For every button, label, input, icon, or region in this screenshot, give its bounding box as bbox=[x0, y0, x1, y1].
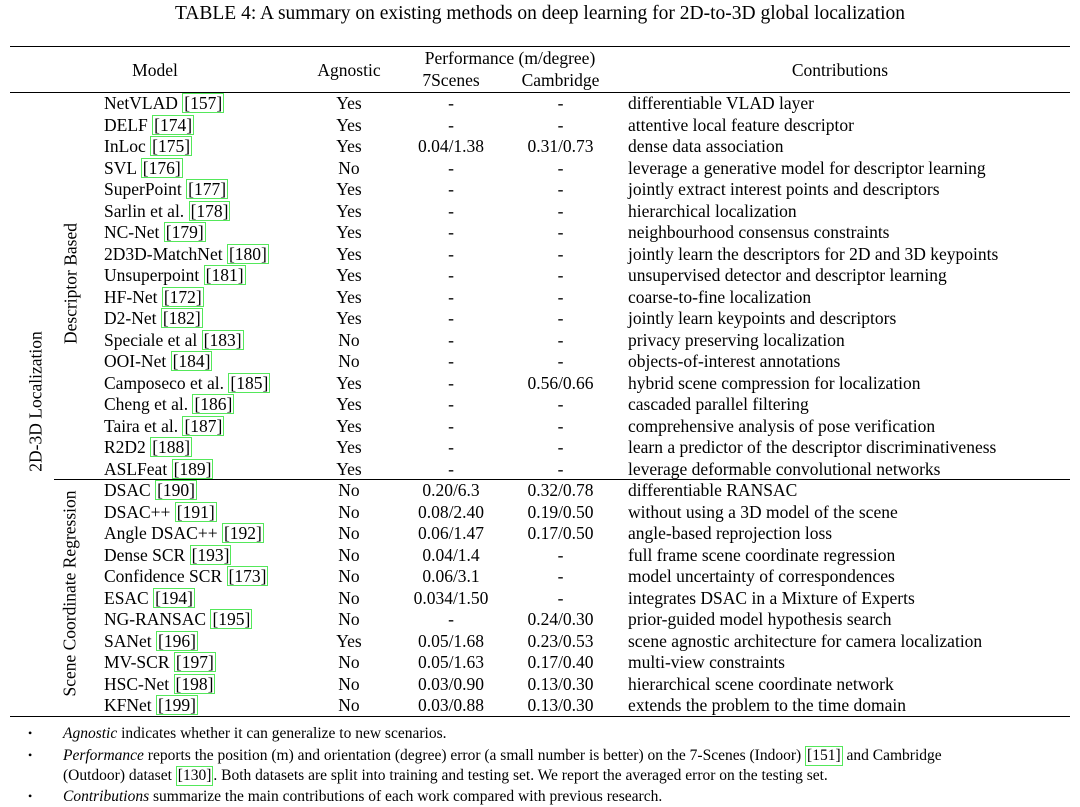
note-text: reports the position (m) and orientation (degree) error (a small number is better) on the 7-Scenes (Indoor) bbox=[143, 747, 806, 764]
model-name: OOI-Net bbox=[104, 351, 167, 371]
agnostic-cell: No bbox=[338, 351, 360, 371]
agnostic-cell: Yes bbox=[336, 372, 362, 393]
sevenscenes-cell: - bbox=[448, 372, 454, 393]
model-name: HF-Net bbox=[104, 286, 158, 307]
table-row bbox=[0, 674, 1080, 696]
model-cell bbox=[104, 115, 194, 137]
sevenscenes-cell: 0.06/1.47 bbox=[417, 523, 485, 543]
agnostic-cell: Yes bbox=[336, 630, 362, 651]
sevenscenes-cell: 0.04/1.4 bbox=[422, 544, 480, 565]
citation-link[interactable]: [185] bbox=[230, 372, 269, 393]
contribution-cell: without using a 3D model of the scene bbox=[628, 501, 898, 522]
citation-link[interactable]: [194] bbox=[155, 587, 194, 608]
header-7scenes: 7Scenes bbox=[422, 70, 480, 90]
model-name: ESAC bbox=[104, 587, 149, 608]
cambridge-cell: - bbox=[557, 308, 564, 328]
agnostic-cell: Yes bbox=[336, 243, 362, 264]
sevenscenes-cell: - bbox=[448, 437, 454, 457]
model-cell bbox=[104, 201, 230, 223]
sevenscenes-cell: - bbox=[448, 286, 454, 307]
cambridge-cell: 0.19/0.50 bbox=[527, 501, 594, 522]
citation-link[interactable]: [174] bbox=[154, 114, 193, 135]
table-row bbox=[0, 652, 1080, 674]
agnostic-cell: No bbox=[338, 480, 360, 500]
agnostic-cell: Yes bbox=[336, 286, 362, 307]
agnostic-cell: Yes bbox=[336, 265, 362, 285]
model-cell bbox=[104, 416, 224, 438]
table-row bbox=[0, 201, 1080, 223]
citation-link[interactable]: [195] bbox=[212, 609, 251, 629]
table-row bbox=[0, 631, 1080, 653]
contribution-cell: unsupervised detector and descriptor learning bbox=[628, 265, 947, 285]
cambridge-cell: - bbox=[557, 200, 564, 221]
agnostic-cell: Yes bbox=[336, 437, 362, 457]
cambridge-cell: - bbox=[557, 179, 564, 199]
model-name: Speciale et al bbox=[104, 329, 198, 350]
contribution-cell: full frame scene coordinate regression bbox=[628, 544, 896, 565]
citation-link[interactable]: [193] bbox=[191, 544, 230, 565]
contribution-cell: attentive local feature descriptor bbox=[628, 114, 854, 135]
cambridge-cell: - bbox=[557, 114, 564, 135]
sevenscenes-cell: - bbox=[448, 157, 454, 178]
citation-link[interactable]: [175] bbox=[152, 136, 191, 156]
model-cell bbox=[104, 459, 213, 481]
table-row bbox=[0, 158, 1080, 180]
table-row bbox=[0, 93, 1080, 115]
sevenscenes-cell: - bbox=[448, 243, 454, 264]
cambridge-cell: - bbox=[557, 415, 564, 436]
sevenscenes-cell: - bbox=[448, 329, 454, 350]
citation-link[interactable]: [190] bbox=[157, 480, 195, 500]
citation-link[interactable]: [183] bbox=[203, 329, 242, 350]
citation-link[interactable]: [177] bbox=[188, 179, 227, 199]
contribution-cell: model uncertainty of correspondences bbox=[628, 566, 895, 586]
citation-link[interactable]: [176] bbox=[142, 157, 181, 178]
model-name: Camposeco et al. bbox=[104, 372, 225, 393]
sevenscenes-cell: - bbox=[448, 179, 454, 199]
cambridge-cell: - bbox=[557, 394, 564, 414]
model-cell bbox=[104, 631, 198, 653]
header-contributions: Contributions bbox=[791, 60, 889, 80]
agnostic-cell: No bbox=[338, 587, 360, 608]
sevenscenes-cell: - bbox=[448, 114, 454, 135]
cambridge-cell: - bbox=[557, 587, 564, 608]
citation-link[interactable]: [172] bbox=[163, 286, 202, 307]
agnostic-cell: No bbox=[338, 329, 360, 350]
model-name: Sarlin et al. bbox=[104, 200, 185, 221]
contribution-cell: privacy preserving localization bbox=[628, 329, 845, 350]
agnostic-cell: No bbox=[338, 157, 360, 178]
model-name: 2D3D-MatchNet bbox=[104, 243, 223, 264]
citation-link[interactable]: [186] bbox=[194, 394, 233, 414]
model-name: SANet bbox=[104, 630, 152, 651]
table-row bbox=[0, 609, 1080, 631]
contribution-cell: dense data association bbox=[628, 136, 784, 156]
model-cell bbox=[104, 287, 204, 309]
sevenscenes-cell: - bbox=[448, 458, 454, 479]
model-cell bbox=[104, 136, 192, 158]
model-name: HSC-Net bbox=[104, 673, 170, 694]
contribution-cell: prior-guided model hypothesis search bbox=[628, 609, 892, 629]
contribution-cell: multi-view constraints bbox=[628, 652, 785, 672]
model-cell bbox=[104, 158, 183, 180]
citation-link[interactable]: [199] bbox=[158, 695, 196, 715]
bullet: • bbox=[28, 726, 33, 740]
top-rule bbox=[10, 46, 1070, 47]
contribution-cell: objects-of-interest annotations bbox=[628, 351, 841, 371]
sevenscenes-cell: - bbox=[448, 415, 454, 436]
sevenscenes-cell: - bbox=[448, 200, 454, 221]
contribution-cell: angle-based reprojection loss bbox=[628, 523, 833, 543]
agnostic-cell: Yes bbox=[336, 136, 362, 156]
model-cell bbox=[104, 566, 268, 588]
agnostic-cell: Yes bbox=[336, 222, 362, 242]
sevenscenes-cell: - bbox=[448, 609, 454, 629]
model-cell bbox=[104, 394, 234, 416]
contribution-cell: hierarchical scene coordinate network bbox=[628, 673, 894, 694]
contribution-cell: differentiable VLAD layer bbox=[628, 93, 814, 113]
cambridge-cell: - bbox=[557, 544, 564, 565]
contribution-cell: jointly learn the descriptors for 2D and 3D keypoints bbox=[628, 243, 999, 264]
table-caption: TABLE 4: A summary on existing methods on deep learning for 2D-to-3D global localization bbox=[174, 3, 906, 24]
table-row bbox=[0, 308, 1080, 330]
citation-link[interactable]: [191] bbox=[176, 501, 215, 522]
model-cell bbox=[104, 545, 231, 567]
sevenscenes-cell: 0.05/1.68 bbox=[417, 630, 485, 651]
sevenscenes-cell: - bbox=[448, 265, 454, 285]
agnostic-cell: Yes bbox=[336, 200, 362, 221]
table-row bbox=[0, 416, 1080, 438]
table-row bbox=[0, 437, 1080, 459]
model-cell bbox=[104, 351, 212, 373]
table-row bbox=[0, 545, 1080, 567]
sevenscenes-cell: 0.08/2.40 bbox=[417, 501, 485, 522]
model-cell bbox=[104, 523, 264, 545]
header-model: Model bbox=[132, 60, 178, 80]
citation-link[interactable]: [179] bbox=[165, 222, 204, 242]
agnostic-cell: No bbox=[338, 695, 360, 715]
cambridge-cell: - bbox=[557, 93, 564, 113]
cambridge-cell: - bbox=[557, 222, 564, 242]
model-cell bbox=[104, 609, 252, 631]
cambridge-cell: - bbox=[557, 265, 564, 285]
agnostic-cell: No bbox=[338, 609, 360, 629]
model-name: ASLFeat bbox=[104, 458, 168, 479]
cambridge-cell: - bbox=[557, 458, 564, 479]
cambridge-cell: - bbox=[557, 329, 564, 350]
note-text: summarize the main contributions of each work compared with previous research. bbox=[149, 788, 663, 805]
model-name: D2-Net bbox=[104, 308, 157, 328]
note-text: . Both datasets are split into training and testing set. We report the averaged error on the testing set. bbox=[213, 767, 828, 784]
contribution-cell: comprehensive analysis of pose verification bbox=[628, 415, 936, 436]
agnostic-cell: No bbox=[338, 566, 360, 586]
header-agnostic: Agnostic bbox=[317, 60, 381, 80]
contribution-cell: extends the problem to the time domain bbox=[628, 695, 906, 715]
agnostic-cell: Yes bbox=[336, 394, 362, 414]
citation-link[interactable]: [157] bbox=[184, 93, 223, 113]
model-name: InLoc bbox=[104, 136, 146, 156]
table-row bbox=[0, 394, 1080, 416]
model-cell bbox=[104, 244, 269, 266]
citation-link[interactable]: [187] bbox=[184, 415, 223, 436]
model-name: SVL bbox=[104, 157, 137, 178]
cambridge-cell: 0.31/0.73 bbox=[527, 136, 594, 156]
table-row bbox=[0, 566, 1080, 588]
citation-link[interactable]: [192] bbox=[223, 523, 262, 543]
note-term: Agnostic bbox=[63, 725, 118, 742]
citation-link[interactable]: [198] bbox=[175, 673, 214, 694]
citation-link[interactable]: [173] bbox=[228, 566, 267, 586]
note-text: and Cambridge bbox=[842, 747, 942, 764]
group-label-2d3d: 2D-3D Localization bbox=[25, 331, 46, 472]
model-name: Cheng et al. bbox=[104, 394, 189, 414]
sevenscenes-cell: - bbox=[448, 308, 454, 328]
citation-link[interactable]: [180] bbox=[228, 243, 267, 264]
note-term: Performance bbox=[63, 747, 144, 764]
note-term: Contributions bbox=[63, 788, 150, 805]
contribution-cell: cascaded parallel filtering bbox=[628, 394, 809, 414]
citation-link[interactable]: [151] bbox=[807, 747, 841, 764]
contribution-cell: hierarchical localization bbox=[628, 200, 797, 221]
contribution-cell: differentiable RANSAC bbox=[628, 480, 798, 500]
model-cell bbox=[104, 179, 228, 201]
agnostic-cell: No bbox=[338, 652, 360, 672]
table-row bbox=[0, 502, 1080, 524]
sevenscenes-cell: 0.06/3.1 bbox=[422, 566, 480, 586]
table-row bbox=[0, 287, 1080, 309]
citation-link[interactable]: [178] bbox=[190, 200, 229, 221]
table-row bbox=[0, 588, 1080, 610]
model-cell bbox=[104, 265, 246, 287]
model-cell bbox=[104, 695, 198, 717]
sevenscenes-cell: - bbox=[448, 394, 454, 414]
header-cambridge: Cambridge bbox=[521, 70, 600, 90]
note-text: indicates whether it can generalize to new scenarios. bbox=[117, 725, 447, 742]
model-name: NG-RANSAC bbox=[104, 609, 207, 629]
citation-link[interactable]: [181] bbox=[205, 265, 244, 285]
agnostic-cell: No bbox=[338, 501, 360, 522]
model-name: Confidence SCR bbox=[104, 566, 223, 586]
model-name: Angle DSAC++ bbox=[104, 523, 218, 543]
citation-link[interactable]: [188] bbox=[152, 437, 191, 457]
sevenscenes-cell: - bbox=[448, 93, 454, 113]
citation-link[interactable]: [184] bbox=[172, 351, 211, 371]
table-row bbox=[0, 330, 1080, 352]
contribution-cell: scene agnostic architecture for camera localization bbox=[628, 630, 983, 651]
cambridge-cell: - bbox=[557, 351, 564, 371]
contribution-cell: coarse-to-fine localization bbox=[628, 286, 812, 307]
model-cell bbox=[104, 588, 195, 610]
model-cell bbox=[104, 330, 244, 352]
sevenscenes-cell: 0.03/0.88 bbox=[417, 695, 485, 715]
sevenscenes-cell: 0.04/1.38 bbox=[417, 136, 485, 156]
table-row bbox=[0, 244, 1080, 266]
contribution-cell: learn a predictor of the descriptor discriminativeness bbox=[628, 437, 997, 457]
model-name: Taira et al. bbox=[104, 415, 179, 436]
cambridge-cell: 0.13/0.30 bbox=[527, 673, 594, 694]
contribution-cell: jointly learn keypoints and descriptors bbox=[628, 308, 897, 328]
contribution-cell: neighbourhood consensus constraints bbox=[628, 222, 890, 242]
table-row bbox=[0, 523, 1080, 545]
model-cell bbox=[104, 222, 206, 244]
agnostic-cell: Yes bbox=[336, 308, 362, 328]
agnostic-cell: Yes bbox=[336, 114, 362, 135]
cambridge-cell: 0.24/0.30 bbox=[527, 609, 594, 629]
model-name: NC-Net bbox=[104, 222, 160, 242]
agnostic-cell: No bbox=[338, 523, 360, 543]
group-label-descriptor: Descriptor Based bbox=[60, 223, 81, 345]
table-row bbox=[0, 136, 1080, 158]
table-row bbox=[0, 480, 1080, 502]
agnostic-cell: Yes bbox=[336, 415, 362, 436]
citation-link[interactable]: [130] bbox=[177, 767, 212, 784]
header-performance: Performance (m/degree) bbox=[424, 48, 596, 68]
cambridge-cell: - bbox=[557, 286, 564, 307]
model-cell bbox=[104, 373, 270, 395]
agnostic-cell: No bbox=[338, 544, 360, 565]
contribution-cell: integrates DSAC in a Mixture of Experts bbox=[628, 587, 915, 608]
model-cell bbox=[104, 437, 192, 459]
agnostic-cell: Yes bbox=[336, 458, 362, 479]
cambridge-cell: - bbox=[557, 157, 564, 178]
bullet: • bbox=[28, 789, 33, 803]
agnostic-cell: Yes bbox=[336, 93, 362, 113]
model-cell bbox=[104, 502, 217, 524]
citation-link[interactable]: [182] bbox=[162, 308, 201, 328]
table-row bbox=[0, 459, 1080, 481]
contribution-cell: leverage a generative model for descriptor learning bbox=[628, 157, 986, 178]
citation-link[interactable]: [189] bbox=[173, 458, 212, 479]
model-name: SuperPoint bbox=[104, 179, 182, 199]
citation-link[interactable]: [197] bbox=[175, 652, 214, 672]
sevenscenes-cell: 0.05/1.63 bbox=[417, 652, 485, 672]
sevenscenes-cell: 0.03/0.90 bbox=[417, 673, 485, 694]
model-cell bbox=[104, 652, 216, 674]
model-name: KFNet bbox=[104, 695, 152, 715]
note-text: (Outdoor) dataset bbox=[63, 767, 176, 784]
contribution-cell: hybrid scene compression for localization bbox=[628, 372, 921, 393]
table-row bbox=[0, 373, 1080, 395]
model-name: MV-SCR bbox=[104, 652, 170, 672]
bullet: • bbox=[28, 748, 33, 762]
contribution-cell: jointly extract interest points and descriptors bbox=[628, 179, 940, 199]
model-cell bbox=[104, 674, 215, 696]
cambridge-cell: 0.32/0.78 bbox=[527, 480, 594, 500]
model-name: DSAC bbox=[104, 480, 151, 500]
model-cell bbox=[104, 308, 203, 330]
model-name: R2D2 bbox=[104, 437, 146, 457]
cambridge-cell: 0.17/0.40 bbox=[527, 652, 594, 672]
citation-link[interactable]: [196] bbox=[158, 630, 196, 651]
model-name: Unsuperpoint bbox=[104, 265, 200, 285]
contribution-cell: leverage deformable convolutional networks bbox=[628, 458, 941, 479]
sevenscenes-cell: - bbox=[448, 351, 454, 371]
model-cell bbox=[104, 480, 197, 502]
table-row bbox=[0, 351, 1080, 373]
model-name: Dense SCR bbox=[104, 544, 186, 565]
bottom-rule bbox=[10, 716, 1070, 717]
agnostic-cell: No bbox=[338, 673, 360, 694]
cambridge-cell: - bbox=[557, 243, 564, 264]
model-name: DELF bbox=[104, 114, 148, 135]
table-row bbox=[0, 695, 1080, 717]
group-label-scr: Scene Coordinate Regression bbox=[59, 490, 80, 697]
cambridge-cell: 0.23/0.53 bbox=[527, 630, 594, 651]
model-name: DSAC++ bbox=[104, 501, 171, 522]
model-cell bbox=[104, 93, 224, 115]
sevenscenes-cell: 0.20/6.3 bbox=[422, 480, 480, 500]
cambridge-cell: 0.13/0.30 bbox=[527, 695, 594, 715]
cambridge-cell: - bbox=[557, 566, 564, 586]
model-name: NetVLAD bbox=[104, 93, 178, 113]
table-row bbox=[0, 115, 1080, 137]
agnostic-cell: Yes bbox=[336, 179, 362, 199]
table-row bbox=[0, 265, 1080, 287]
sevenscenes-cell: 0.034/1.50 bbox=[413, 587, 489, 608]
cambridge-cell: 0.17/0.50 bbox=[527, 523, 594, 543]
cambridge-cell: - bbox=[557, 437, 564, 457]
sevenscenes-cell: - bbox=[448, 222, 454, 242]
cambridge-cell: 0.56/0.66 bbox=[527, 372, 594, 393]
table-row bbox=[0, 179, 1080, 201]
table-row bbox=[0, 222, 1080, 244]
